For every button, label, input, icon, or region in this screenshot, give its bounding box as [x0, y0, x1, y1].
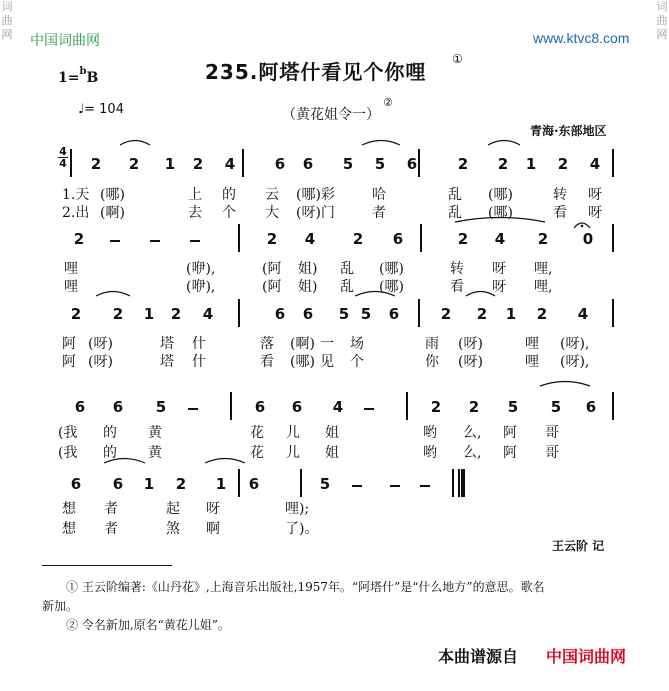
lyric-verse-2: 看: [260, 354, 274, 370]
lyric-verse-1: (阿: [262, 261, 282, 277]
lyric-verse-2: 啊: [206, 521, 220, 537]
note: 6: [248, 475, 260, 493]
lyric-verse-1: 儿: [286, 425, 300, 441]
lyric-verse-1: (哪): [379, 261, 404, 277]
lyric-verse-1: 姐): [298, 261, 318, 277]
note: 1: [164, 155, 176, 173]
note: 6: [302, 305, 314, 323]
footnote-divider: [42, 565, 172, 566]
lyric-verse-2: (呀): [88, 354, 113, 370]
lyric-verse-2: 哩: [525, 354, 539, 370]
lyric-verse-2: 者: [104, 521, 118, 537]
lyric-verse-1: 云: [265, 187, 279, 203]
lyric-verse-2: (呀)门: [296, 205, 335, 221]
slur-arc: [355, 292, 395, 297]
note: 2: [430, 398, 442, 416]
lyric-verse-1: (呀): [88, 336, 113, 352]
note: 6: [70, 475, 82, 493]
footnote-2: ② 令名新加,原名“黄花儿姐”。: [66, 618, 230, 632]
lyric-verse-2: (阿: [262, 279, 282, 295]
lyric-verse-2: 了)。: [285, 521, 319, 537]
source-label: 本曲谱源自: [438, 647, 519, 666]
note: 1: [525, 155, 537, 173]
note: 4: [577, 305, 589, 323]
lyric-verse-1: (呀),: [560, 336, 590, 352]
lyric-verse-2: 儿: [286, 445, 300, 461]
note: 2: [537, 230, 549, 248]
note: 1: [215, 475, 227, 493]
lyric-verse-1: 姐: [325, 425, 339, 441]
lyric-verse-2: 哩,: [534, 279, 553, 295]
lyric-verse-1: (哪): [100, 187, 125, 203]
lyric-verse-1: 1.天: [62, 187, 90, 203]
region-label: 青海·东部地区: [530, 124, 607, 138]
lyric-verse-1: (哪)彩: [296, 187, 335, 203]
lyric-verse-1: 黄: [148, 425, 162, 441]
lyric-verse-1: (啊): [290, 336, 315, 352]
note: 2: [112, 305, 124, 323]
note: 2: [170, 305, 182, 323]
note: 6: [112, 398, 124, 416]
lyric-verse-2: 看: [553, 205, 567, 221]
title-footnote-mark: ①: [452, 52, 463, 66]
lyric-verse-2: 个: [350, 354, 364, 370]
lyric-verse-1: 的: [222, 187, 236, 203]
note: 2: [175, 475, 187, 493]
note: 1: [505, 305, 517, 323]
lyric-verse-2: 去: [188, 205, 202, 221]
watermark-left: 中国词曲网: [30, 32, 100, 48]
note: 5: [338, 305, 350, 323]
note: 6: [585, 398, 597, 416]
note: 5: [155, 398, 167, 416]
note: 6: [254, 398, 266, 416]
lyric-verse-1: 阿: [62, 336, 76, 352]
lyric-verse-1: 哩: [64, 261, 78, 277]
lyric-verse-1: 的: [103, 425, 117, 441]
subtitle-footnote-mark: ②: [383, 96, 393, 109]
left-side-watermark: 词曲网: [1, 0, 13, 41]
lyric-verse-1: 呀: [206, 501, 220, 517]
lyric-verse-2: 想: [62, 521, 76, 537]
lyric-verse-1: 哥: [545, 425, 559, 441]
note: 6: [291, 398, 303, 416]
note: 4: [332, 398, 344, 416]
note: 2: [468, 398, 480, 416]
note: 5: [374, 155, 386, 173]
lyric-verse-2: (我: [58, 445, 78, 461]
note: 6: [406, 155, 418, 173]
note: 2: [457, 155, 469, 173]
note: 2: [192, 155, 204, 173]
lyric-verse-2: 哥: [545, 445, 559, 461]
lyric-verse-1: 哩,: [534, 261, 553, 277]
lyric-verse-1: 雨: [425, 336, 439, 352]
lyric-verse-2: 塔: [160, 354, 174, 370]
note: 2: [128, 155, 140, 173]
lyric-verse-1: 转: [450, 261, 464, 277]
lyric-verse-1: 一: [320, 336, 334, 352]
note: 2: [536, 305, 548, 323]
right-side-watermark: 词曲网: [656, 0, 668, 41]
lyric-verse-2: 花: [250, 445, 264, 461]
slur-arc: [96, 292, 130, 297]
lyric-verse-2: (呀),: [560, 354, 590, 370]
lyric-verse-1: 起: [166, 501, 180, 517]
lyric-verse-1: 什: [192, 336, 206, 352]
slur-arc: [466, 292, 495, 297]
lyric-verse-2: 2.出: [62, 205, 90, 221]
lyric-verse-2: 个: [222, 205, 236, 221]
lyric-verse-1: 哩: [525, 336, 539, 352]
lyric-verse-1: 呀: [588, 187, 602, 203]
tempo-marking: ♩= 104: [78, 102, 124, 117]
lyric-verse-2: 阿: [503, 445, 517, 461]
note: 6: [274, 305, 286, 323]
lyric-verse-1: 哩);: [285, 501, 310, 517]
note: 2: [557, 155, 569, 173]
lyric-verse-2: 的: [103, 445, 117, 461]
lyric-verse-1: 塔: [160, 336, 174, 352]
note: 5: [342, 155, 354, 173]
note: 2: [90, 155, 102, 173]
lyric-verse-2: 哟: [423, 445, 437, 461]
lyric-verse-2: 乱: [340, 279, 354, 295]
note: 1: [143, 305, 155, 323]
note: 4: [224, 155, 236, 173]
lyric-verse-2: (啊): [100, 205, 125, 221]
slur-arc: [120, 141, 150, 146]
lyric-verse-2: 呀: [588, 205, 602, 221]
lyric-verse-1: (呀): [458, 336, 483, 352]
lyric-verse-1: 场: [350, 336, 364, 352]
note: 5: [360, 305, 372, 323]
slur-arc: [455, 218, 545, 223]
lyric-verse-2: 阿: [62, 354, 76, 370]
lyric-verse-2: 哩: [64, 279, 78, 295]
note: 6: [388, 305, 400, 323]
lyric-verse-2: (呀): [458, 354, 483, 370]
lyric-verse-1: 转: [553, 187, 567, 203]
note: 6: [74, 398, 86, 416]
source-site: 中国词曲网: [546, 647, 627, 666]
lyric-verse-2: (哪): [379, 279, 404, 295]
footnote-1-cont: 新加。: [42, 599, 79, 613]
lyric-verse-1: 花: [250, 425, 264, 441]
time-signature: 4 4: [59, 145, 67, 170]
lyric-verse-2: 乱: [448, 205, 462, 221]
note: 6: [112, 475, 124, 493]
lyric-verse-1: 阿: [503, 425, 517, 441]
note: 2: [352, 230, 364, 248]
quarter-note-icon: ♩: [78, 102, 85, 117]
note: 4: [202, 305, 214, 323]
slur-arc: [205, 459, 245, 464]
lyric-verse-2: 见: [320, 354, 334, 370]
lyric-verse-1: (我: [58, 425, 78, 441]
lyric-verse-2: 姐): [298, 279, 318, 295]
fermata-dot: [581, 225, 584, 228]
lyric-verse-2: 呀: [492, 279, 506, 295]
note: 2: [497, 155, 509, 173]
lyric-verse-2: 黄: [148, 445, 162, 461]
note: 2: [266, 230, 278, 248]
note: 5: [507, 398, 519, 416]
lyric-verse-2: 你: [425, 354, 439, 370]
note: 2: [70, 305, 82, 323]
lyric-verse-1: (哪): [488, 187, 513, 203]
lyric-verse-1: 哈: [372, 187, 386, 203]
note: 4: [494, 230, 506, 248]
note: 2: [457, 230, 469, 248]
lyric-verse-1: 落: [260, 336, 274, 352]
note: 6: [392, 230, 404, 248]
watermark-right: www.ktvc8.com: [533, 30, 630, 46]
note: 6: [302, 155, 314, 173]
subtitle: （黄花姐令一）: [282, 107, 380, 123]
lyric-verse-1: 想: [62, 501, 76, 517]
note: 6: [274, 155, 286, 173]
lyric-verse-1: (咿),: [186, 261, 216, 277]
lyric-verse-2: (哪): [488, 205, 513, 221]
note: 2: [73, 230, 85, 248]
lyric-verse-2: 什: [192, 354, 206, 370]
note: 4: [304, 230, 316, 248]
note: 2: [440, 305, 452, 323]
lyric-verse-1: 乱: [340, 261, 354, 277]
key-signature: 1=$^b$B: [58, 66, 99, 86]
lyric-verse-2: 者: [372, 205, 386, 221]
footnote-1: ① 王云阶编著:《山丹花》,上海音乐出版社,1957年。“阿塔什”是“什么地方”的意思。歌名: [66, 580, 545, 594]
lyric-verse-2: (哪): [290, 354, 315, 370]
lyric-verse-2: 么,: [463, 445, 482, 461]
lyric-verse-1: 么,: [463, 425, 482, 441]
note: 0: [582, 230, 594, 248]
slur-arc: [540, 382, 590, 387]
note: 4: [589, 155, 601, 173]
song-title: 235.阿塔什看见个你哩: [205, 60, 427, 84]
lyric-verse-1: 哟: [423, 425, 437, 441]
slur-arc: [488, 141, 520, 146]
lyric-verse-2: 煞: [166, 521, 180, 537]
slur-arc: [104, 459, 145, 464]
lyric-verse-2: 大: [265, 205, 279, 221]
note: 1: [143, 475, 155, 493]
note: 5: [319, 475, 331, 493]
transcriber-credit: 王云阶 记: [552, 539, 605, 553]
lyric-verse-2: 姐: [325, 445, 339, 461]
lyric-verse-1: 上: [188, 187, 202, 203]
note: 5: [550, 398, 562, 416]
lyric-verse-1: 呀: [492, 261, 506, 277]
lyric-verse-2: 看: [450, 279, 464, 295]
lyric-verse-1: 乱: [448, 187, 462, 203]
slur-arc: [362, 141, 400, 146]
lyric-verse-1: 者: [104, 501, 118, 517]
note: 2: [476, 305, 488, 323]
lyric-verse-2: (咿),: [186, 279, 216, 295]
